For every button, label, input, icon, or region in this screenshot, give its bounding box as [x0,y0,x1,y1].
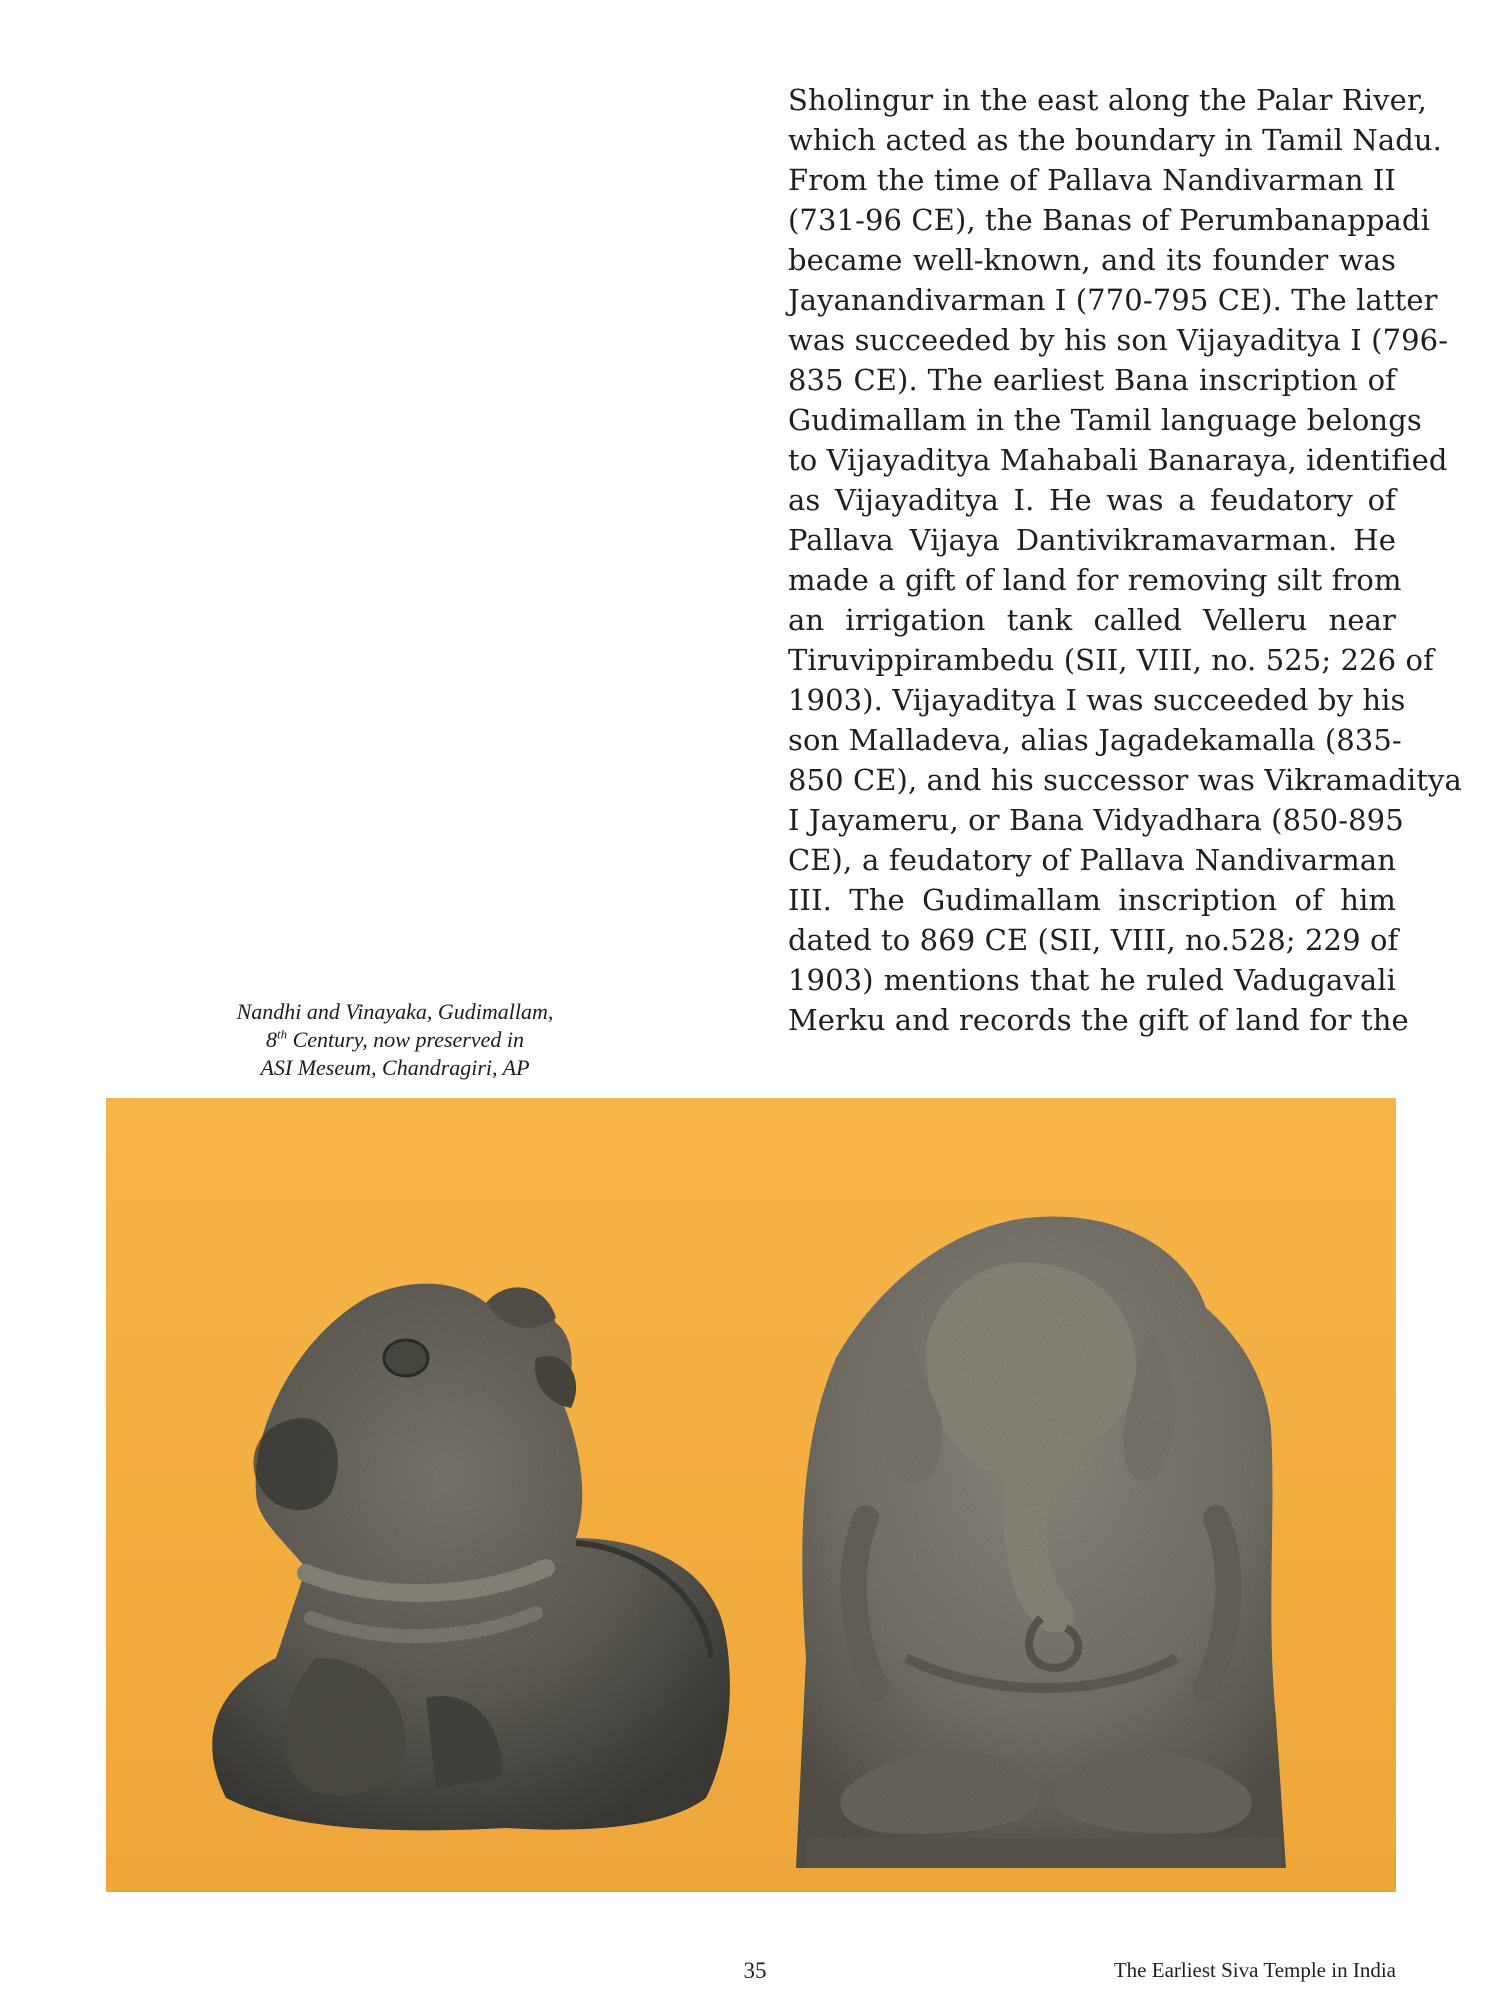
body-line: to Vijayaditya Mahabali Banaraya, identified [788,443,1448,477]
sculpture-photo [106,1098,1396,1892]
caption-line [200,1026,590,1054]
body-line: 1903) mentions that he ruled Vadugavali [788,963,1396,997]
body-line: an irrigation tank called Velleru near [788,603,1396,637]
body-line: which acted as the boundary in Tamil Nadu. [788,123,1442,157]
body-line: made a gift of land for removing silt from [788,563,1402,597]
body-line: dated to 869 CE (SII, VIII, no.528; 229 of [788,923,1399,957]
body-line: 835 CE). The earliest Bana inscription of [788,363,1396,397]
body-line: as Vijayaditya I. He was a feudatory of [788,483,1396,517]
body-line: 850 CE), and his successor was Vikramaditya [788,763,1462,797]
body-line: Sholingur in the east along the Palar River, [788,83,1427,117]
body-line: From the time of Pallava Nandivarman II [788,163,1396,197]
body-line: Pallava Vijaya Dantivikramavarman. He [788,523,1396,557]
caption-line: Nandhi and Vinayaka, Gudimallam, [236,999,554,1024]
body-line: (731-96 CE), the Banas of Perumbanappadi [788,203,1430,237]
page-number: 35 [743,1958,767,1983]
vinayaka-sculpture [796,1216,1286,1868]
body-text [788,80,1462,1040]
caption-line: ASI Meseum, Chandragiri, AP [260,1055,530,1080]
body-line: CE), a feudatory of Pallava Nandivarman [788,843,1396,877]
body-line: I Jayameru, or Bana Vidyadhara (850-895 [788,803,1404,837]
caption-superscript: th [276,1026,288,1042]
sculpture-illustration [106,1098,1396,1892]
body-line: became well-known, and its founder was [788,243,1396,277]
body-line: Jayanandivarman I (770-795 CE). The latter [788,283,1438,317]
body-line: was succeeded by his son Vijayaditya I (796- [788,323,1449,357]
running-footer-title: The Earliest Siva Temple in India [1113,1958,1396,1982]
body-line: Gudimallam in the Tamil language belongs [788,403,1422,437]
body-line: son Malladeva, alias Jagadekamalla (835- [788,723,1402,757]
body-line: 1903). Vijayaditya I was succeeded by his [788,683,1406,717]
nandhi-sculpture [212,1284,730,1831]
body-line: Tiruvippirambedu (SII, VIII, no. 525; 226 of [788,643,1434,677]
caption-line-rest: Century, now preserved in [287,1027,524,1052]
body-line: Merku and records the gift of land for the [788,1003,1409,1037]
caption-century-number: 8 [265,1027,277,1052]
figure-caption [200,998,590,1082]
body-line: III. The Gudimallam inscription of him [788,883,1396,917]
